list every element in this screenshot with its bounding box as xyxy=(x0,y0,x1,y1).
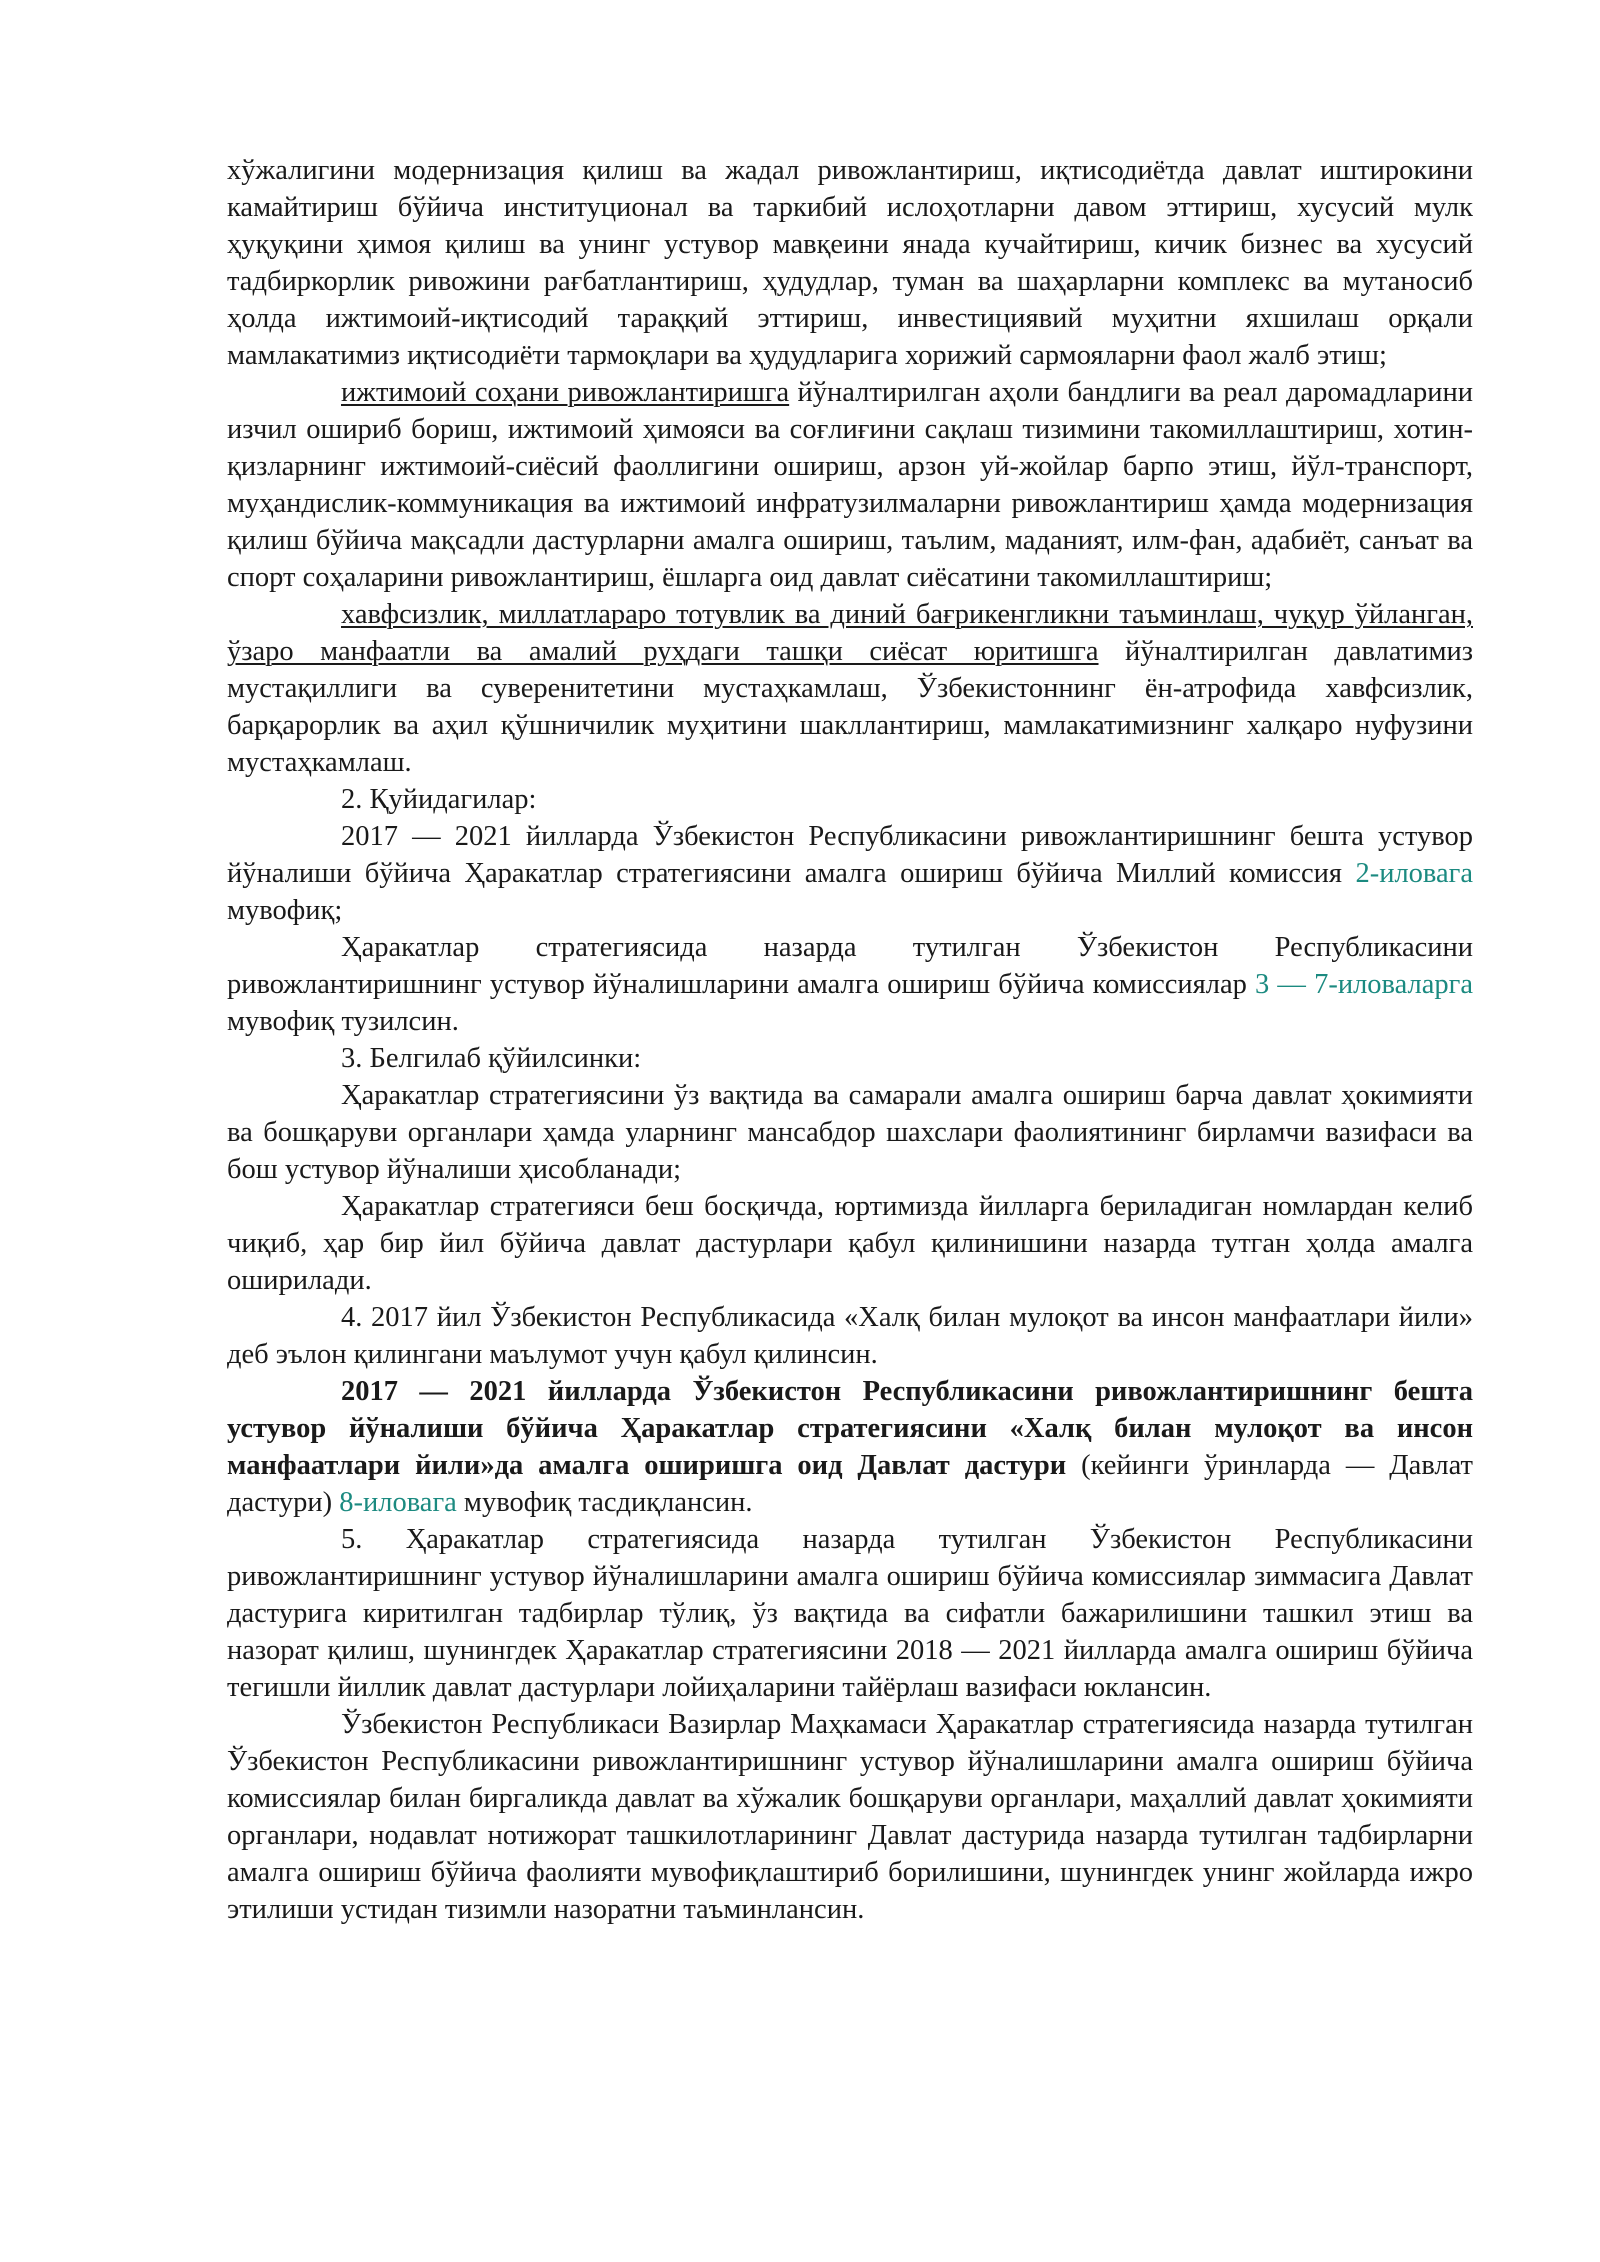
paragraph-social-sphere xyxy=(227,374,1473,596)
paragraph-text: Ҳаракатлар стратегияси беш босқичда, юртимизда йилларга бериладиган номлардан келиб чиқиб, ҳар бир йил бўйича давлат дастурлари қабул қилинишини назарда тутган ҳолда амалга оширилади. xyxy=(227,1191,1473,1296)
paragraph-text: йўналтирилган давлатимиз мустақиллиги ва суверенитетини мустаҳкамлаш, Ўзбекистоннинг ён-атрофида хавфсизлик, барқарорлик ва аҳил қўшничилик муҳитини шакллантириш, мамлакатимизнинг халқаро нуфузини мустаҳкамлаш. xyxy=(227,636,1473,778)
paragraph-text: мувофиқ тузилсин. xyxy=(227,1006,459,1037)
paragraph-economy xyxy=(227,152,1473,374)
bold-title: 2017 — 2021 йилларда Ўзбекистон Республикасини ривожлантиришнинг бешта устувор йўналиши бўйича Ҳаракатлар стратегиясини «Халқ билан мулоқот ва инсон манфаатлари йили»да амалга оширишга оид Давлат дастури xyxy=(227,1376,1473,1481)
paragraph-text: 4. 2017 йил Ўзбекистон Республикасида «Халқ билан мулоқот ва инсон манфаатлари йили» деб эълон қилингани маълумот учун қабул қилинсин. xyxy=(227,1302,1473,1370)
paragraph-text: 2017 — 2021 йилларда Ўзбекистон Республикасини ривожлантиришнинг бешта устувор йўналиши бўйича Ҳаракатлар стратегиясини амалга ошириш бўйича Миллий комиссия xyxy=(227,821,1473,889)
underlined-phrase: ижтимоий соҳани ривожлантиришга xyxy=(341,377,790,408)
paragraph-text: Ҳаракатлар стратегиясида назарда тутилган Ўзбекистон Республикасини ривожлантиришнинг устувор йўналишларини амалга ошириш бўйича комиссиялар xyxy=(227,932,1473,1000)
paragraph-cabinet-ministers xyxy=(227,1706,1473,1928)
paragraph-text: Ўзбекистон Республикаси Вазирлар Маҳкамаси Ҳаракатлар стратегиясида назарда тутилган Ўзбекистон Республикасини ривожлантиришнинг устувор йўналишларини амалга ошириш бўйича комиссиялар билан биргаликда давлат ва хўжалик бошқаруви органлари, маҳаллий давлат ҳокимияти органлари, нодавлат нотижорат ташкилотларининг Давлат дастурида назарда тутилган тадбирларни амалга ошириш бўйича фаолияти мувофиқлаштириб борилишини, шунингдек унинг жойларда ижро этилиши устидан тизимли назоратни таъминлансин. xyxy=(227,1709,1473,1925)
document-page xyxy=(227,152,1473,1928)
paragraph-text: 3. Белгилаб қўйилсинки: xyxy=(341,1043,642,1074)
paragraph-primary-task xyxy=(227,1077,1473,1188)
annex-8-link[interactable]: 8-иловага xyxy=(339,1487,457,1518)
paragraph-text: хўжалигини модернизация қилиш ва жадал ривожлантириш, иқтисодиётда давлат иштирокини камайтириш бўйича институционал ва таркибий ислоҳотларни давом эттириш, хусусий мулк ҳуқуқини ҳимоя қилиш ва унинг устувор мавқеини янада кучайтириш, кичик бизнес ва хусусий тадбиркорлик ривожини рағбатлантириш, ҳудудлар, туман ва шаҳарларни комплекс ва мутаносиб ҳолда ижтимоий-иқтисодий тараққий эттириш, инвестициявий муҳитни яхшилаш орқали мамлакатимиз иқтисодиёти тармоқлари ва ҳудудларига хорижий сармояларни фаол жалб этиш; xyxy=(227,155,1473,371)
paragraph-text: 2. Қуйидагилар: xyxy=(341,784,537,815)
paragraph-state-program xyxy=(227,1373,1473,1521)
paragraph-item-4 xyxy=(227,1299,1473,1373)
paragraph-commissions xyxy=(227,929,1473,1040)
paragraph-text: йўналтирилган аҳоли бандлиги ва реал даромадларини изчил ошириб бориш, ижтимоий ҳимояси ва соғлиғини сақлаш тизимини такомиллаштириш, хотин-қизларнинг ижтимоий-сиёсий фаоллигини ошириш, арзон уй-жойлар барпо этиш, йўл-транспорт, муҳандислик-коммуникация ва ижтимоий инфратузилмаларни ривожлантириш ҳамда модернизация қилиш бўйича мақсадли дастурларни амалга ошириш, таълим, маданият, илм-фан, адабиёт, санъат ва спорт соҳаларини ривожлантириш, ёшларга оид давлат сиёсатини такомиллаштириш; xyxy=(227,377,1474,593)
paragraph-text: (кейинги ўринларда — Давлат дастури) xyxy=(227,1450,1473,1518)
paragraph-item-5 xyxy=(227,1521,1473,1706)
annex-2-link[interactable]: 2-иловага xyxy=(1355,858,1473,889)
paragraph-national-commission xyxy=(227,818,1473,929)
paragraph-text: 5. Ҳаракатлар стратегиясида назарда тутилган Ўзбекистон Республикасини ривожлантиришнинг устувор йўналишларини амалга ошириш бўйича комиссиялар зиммасига Давлат дастурига киритилган тадбирлар тўлиқ, ўз вақтида ва сифатли бажарилишини ташкил этиш ва назорат қилиш, шунингдек Ҳаракатлар стратегиясини 2018 — 2021 йилларда амалга ошириш бўйича тегишли йиллик давлат дастурлари лойиҳаларини тайёрлаш вазифаси юклансин. xyxy=(227,1524,1473,1703)
paragraph-text: мувофиқ; xyxy=(227,895,343,926)
paragraph-text: Ҳаракатлар стратегиясини ўз вақтида ва самарали амалга ошириш барча давлат ҳокимияти ва бошқаруви органлари ҳамда уларнинг мансабдор шахслари фаолиятининг бирламчи вазифаси ва бош устувор йўналиши ҳисобланади; xyxy=(227,1080,1473,1185)
paragraph-five-stages xyxy=(227,1188,1473,1299)
annex-3-7-link[interactable]: 3 — 7-иловаларга xyxy=(1255,969,1473,1000)
paragraph-text: мувофиқ тасдиқлансин. xyxy=(456,1487,753,1518)
item-3-heading xyxy=(227,1040,1473,1077)
paragraph-security xyxy=(227,596,1473,781)
item-2-heading xyxy=(227,781,1473,818)
underlined-phrase: хавфсизлик, миллатлараро тотувлик ва диний бағрикенгликни таъминлаш, чуқур ўйланган, ўзаро манфаатли ва амалий руҳдаги ташқи сиёсат юритишга xyxy=(227,599,1473,667)
